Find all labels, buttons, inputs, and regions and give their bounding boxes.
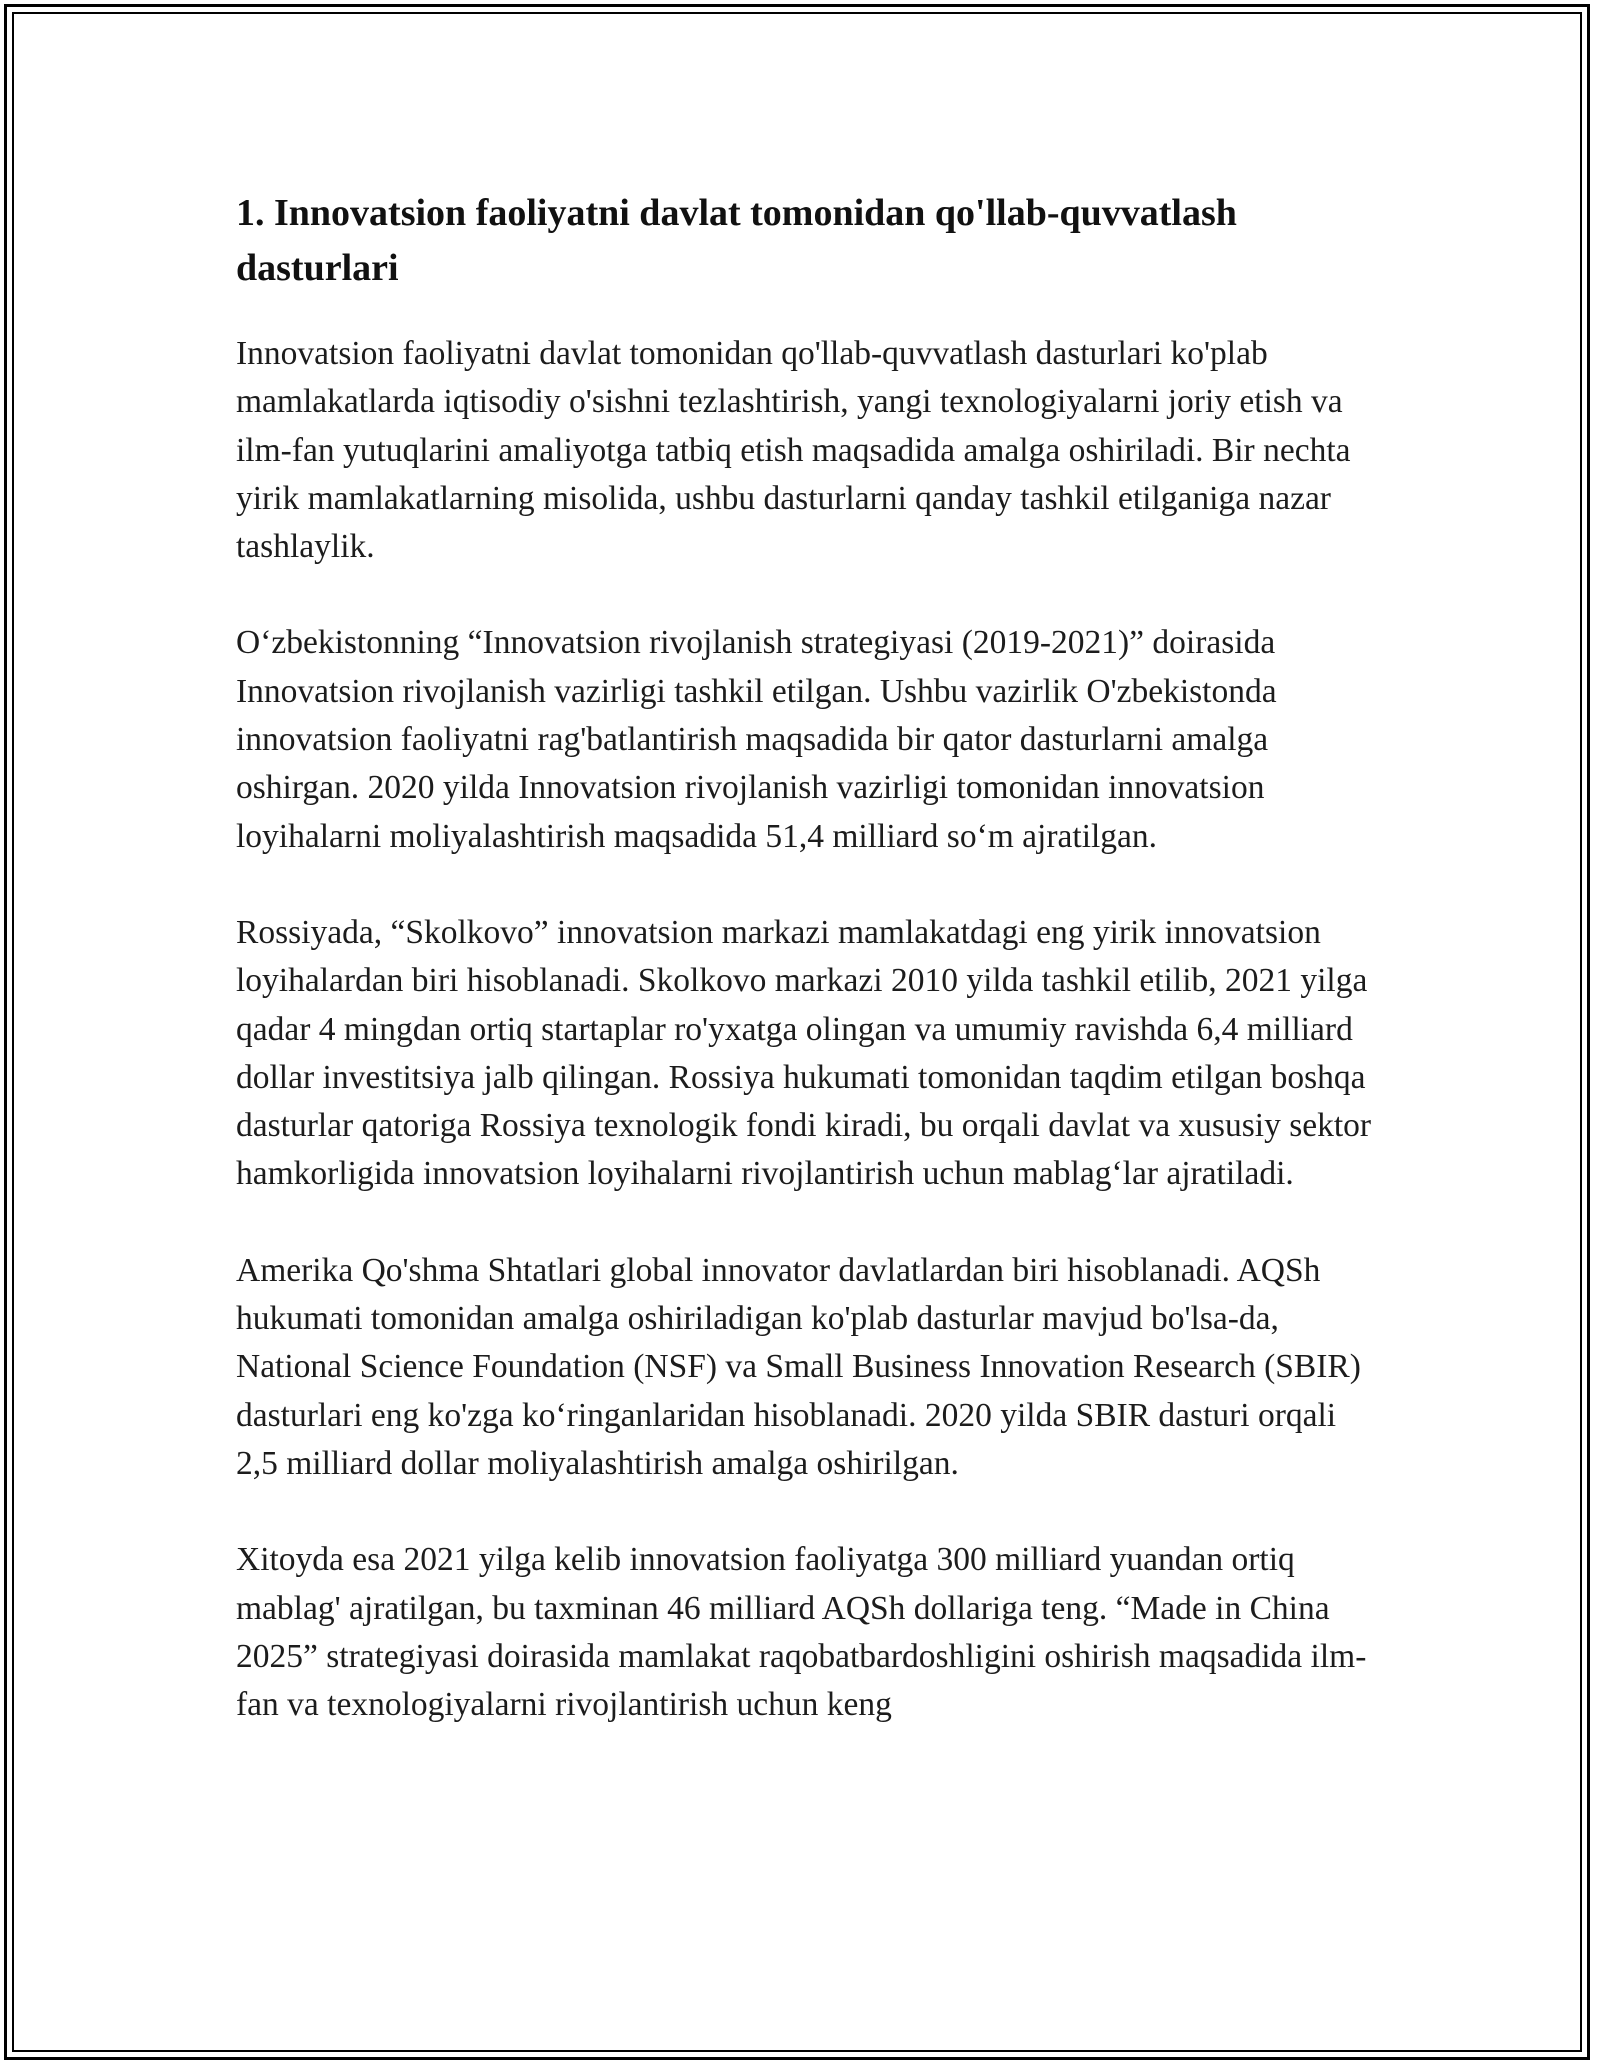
document-page (236, 186, 1376, 1777)
section-title: 1. Innovatsion faoliyatni davlat tomonidan qo'llab-quvvatlash dasturlari (236, 192, 1237, 289)
paragraph-usa: Amerika Qo'shma Shtatlari global innovator davlatlardan biri hisoblanadi. AQSh hukumati tomonidan amalga oshiriladigan ko'plab dasturlar mavjud bo'lsa-da, National Science Foundation (NSF) va Small Business Innovation Research (SBIR) dasturlari eng ko'zga ko‘ringanlaridan hisoblanadi. 2020 yilda SBIR dasturi orqali 2,5 milliard dollar moliyalashtirish amalga oshirilgan. (236, 1251, 1361, 1482)
paragraph-intro: Innovatsion faoliyatni davlat tomonidan qo'llab-quvvatlash dasturlari ko'plab mamlakatlarda iqtisodiy o'sishni tezlashtirish, yangi texnologiyalarni joriy etish va ilm-fan yutuqlarini amaliyotga tatbiq etish maqsadida amalga oshiriladi. Bir nechta yirik mamlakatlarning misolida, ushbu dasturlarni qanday tashkil etilganiga nazar tashlaylik. (236, 335, 1351, 566)
paragraph-china: Xitoyda esa 2021 yilga kelib innovatsion faoliyatga 300 milliard yuandan ortiq mablag' ajratilgan, bu taxminan 46 milliard AQSh dollariga teng. “Made in China 2025” strategiyasi doirasida mamlakat raqobatbardoshligini oshirish maqsadida ilm-fan va texnologiyalarni rivojlantirish uchun keng (236, 1541, 1367, 1724)
paragraph-russia: Rossiyada, “Skolkovo” innovatsion markazi mamlakatdagi eng yirik innovatsion loyihalardan biri hisoblanadi. Skolkovo markazi 2010 yilda tashkil etilib, 2021 yilga qadar 4 mingdan ortiq startaplar ro'yxatga olingan va umumiy ravishda 6,4 milliard dollar investitsiya jalb qilingan. Rossiya hukumati tomonidan taqdim etilgan boshqa dasturlar qatoriga Rossiya texnologik fondi kiradi, bu orqali davlat va xususiy sektor hamkorligida innovatsion loyihalarni rivojlantirish uchun mablag‘lar ajratiladi. (236, 913, 1372, 1193)
paragraph-uzbekistan: O‘zbekistonning “Innovatsion rivojlanish strategiyasi (2019-2021)” doirasida Innovatsion rivojlanish vazirligi tashkil etilgan. Ushbu vazirlik O'zbekistonda innovatsion faoliyatni rag'batlantirish maqsadida bir qator dasturlarni amalga oshirgan. 2020 yilda Innovatsion rivojlanish vazirligi tomonidan innovatsion loyihalarni moliyalashtirish maqsadida 51,4 milliard so‘m ajratilgan. (236, 624, 1277, 855)
